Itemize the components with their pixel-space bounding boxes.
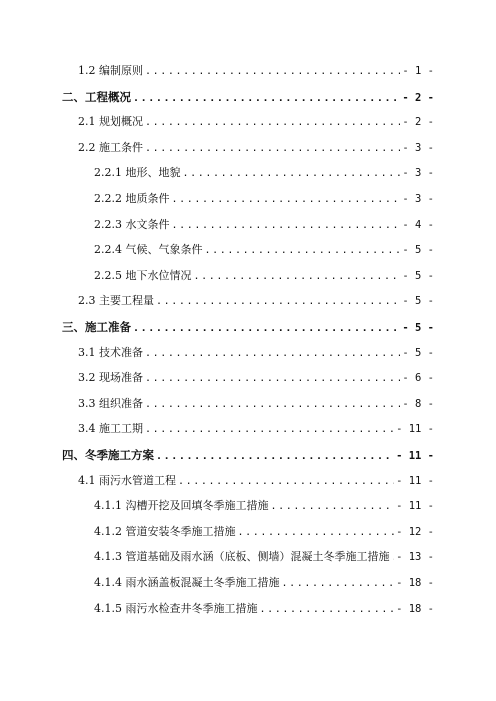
toc-entry-title: 2.2.2 地质条件 — [94, 192, 170, 205]
toc-entry-title: 二、工程概况 — [62, 89, 131, 104]
toc-page-number: - 1 - — [402, 65, 434, 77]
toc-dot-leader — [270, 497, 394, 517]
toc-dot-leader — [145, 395, 400, 415]
toc-entry[interactable] — [94, 163, 434, 183]
toc-entry[interactable] — [78, 419, 434, 439]
toc-entry-title: 3.1 技术准备 — [78, 345, 143, 359]
toc-dot-leader — [194, 267, 401, 287]
toc-entry-title: 2.2.3 水文条件 — [94, 217, 170, 231]
toc-entry-title: 1.2 编制原则 — [78, 64, 143, 77]
toc-dot-leader — [133, 319, 400, 339]
toc-entry[interactable] — [94, 573, 434, 593]
toc-entry[interactable] — [94, 547, 434, 567]
toc-dot-leader — [156, 292, 400, 312]
toc-page-number: - 3 - — [402, 141, 434, 154]
toc-page-number: - 3 - — [402, 167, 434, 180]
toc-entry-title: 2.2.5 地下水位情况 — [94, 268, 192, 282]
toc-page-number: - 18 - — [396, 577, 434, 589]
toc-page-number: - 2 - — [402, 91, 434, 104]
toc-dot-leader — [145, 139, 400, 159]
toc-page-number: - 11 - — [396, 450, 434, 462]
toc-dot-leader — [172, 216, 401, 236]
toc-page-number: - 11 - — [396, 500, 434, 513]
toc-dot-leader — [391, 548, 394, 568]
toc-entry[interactable] — [62, 445, 434, 465]
toc-entry-title: 3.4 施工工期 — [78, 422, 143, 436]
toc-page-number: - 5 - — [402, 244, 434, 257]
toc-page-number: - 2 - — [402, 116, 434, 129]
toc-dot-leader — [145, 113, 400, 133]
toc-entry[interactable] — [94, 599, 434, 619]
toc-entry[interactable] — [78, 291, 434, 311]
toc-entry-title: 四、冬季施工方案 — [62, 448, 154, 462]
toc-entry-title: 2.2.1 地形、地貌 — [94, 166, 181, 180]
toc-page-number: - 6 - — [402, 372, 434, 385]
toc-dot-leader — [178, 472, 394, 492]
toc-page-number: - 4 - — [402, 218, 434, 231]
toc-entry[interactable] — [94, 266, 434, 286]
toc-page-number: - 13 - — [396, 551, 434, 564]
toc-dot-leader — [238, 523, 395, 543]
toc-entry[interactable] — [94, 522, 434, 542]
toc-entry-title: 4.1.5 雨污水检查井冬季施工措施 — [94, 601, 258, 615]
toc-page-number: - 5 - — [402, 322, 434, 334]
toc-dot-leader — [260, 600, 395, 620]
toc-dot-leader — [145, 369, 400, 389]
toc-dot-leader — [183, 164, 401, 184]
toc-entry[interactable] — [78, 471, 434, 491]
toc-entry-title: 4.1.2 管道安装冬季施工措施 — [94, 524, 236, 538]
toc-dot-leader — [145, 420, 394, 440]
toc-dot-leader — [145, 62, 400, 82]
toc-page-number: - 8 - — [402, 397, 434, 410]
toc-page-number: - 3 - — [402, 193, 434, 205]
toc-entry[interactable] — [94, 189, 434, 209]
toc-entry[interactable] — [94, 215, 434, 235]
toc-entry[interactable] — [94, 496, 434, 516]
toc-entry-title: 2.2 施工条件 — [78, 140, 143, 154]
toc-entry-title: 3.2 现场准备 — [78, 371, 143, 385]
toc-dot-leader — [145, 344, 400, 364]
toc-page-number: - 5 - — [402, 295, 434, 308]
toc-page-number: - 5 - — [402, 269, 434, 282]
toc-entry[interactable] — [94, 240, 434, 260]
toc-dot-leader — [172, 190, 401, 210]
toc-entry[interactable] — [62, 317, 434, 337]
toc-entry[interactable] — [78, 61, 434, 81]
toc-entry[interactable] — [78, 112, 434, 132]
toc-entry-title: 4.1.3 管道基础及雨水涵（底板、侧墙）混凝土冬季施工措施 — [94, 550, 390, 564]
toc-dot-leader — [133, 89, 400, 109]
toc-dot-leader — [281, 574, 394, 594]
toc-entry-title: 三、施工准备 — [62, 320, 131, 334]
toc-page-number: - 5 - — [402, 346, 434, 359]
toc-dot-leader — [205, 241, 401, 261]
toc-dot-leader — [156, 447, 394, 467]
toc-entry[interactable] — [78, 138, 434, 158]
toc-entry-title: 2.2.4 气候、气象条件 — [94, 243, 203, 257]
toc-entry-title: 4.1 雨污水管道工程 — [78, 473, 176, 487]
toc-entry[interactable] — [78, 368, 434, 388]
toc-entry[interactable] — [78, 343, 434, 363]
toc-entry-title: 4.1.1 沟槽开挖及回填冬季施工措施 — [94, 499, 269, 513]
toc-entry[interactable] — [62, 87, 434, 107]
toc-page-number: - 11 - — [396, 474, 434, 487]
toc-entry-title: 4.1.4 雨水涵盖板混凝土冬季施工措施 — [94, 576, 280, 589]
toc-entry-title: 3.3 组织准备 — [78, 396, 143, 410]
toc-page-number: - 12 - — [396, 525, 434, 538]
toc-entry-title: 2.3 主要工程量 — [78, 294, 154, 308]
toc-entry[interactable] — [78, 394, 434, 414]
toc-page-number: - 18 - — [396, 602, 434, 615]
toc-entry-title: 2.1 规划概况 — [78, 115, 143, 129]
toc-page-number: - 11 - — [396, 423, 434, 436]
